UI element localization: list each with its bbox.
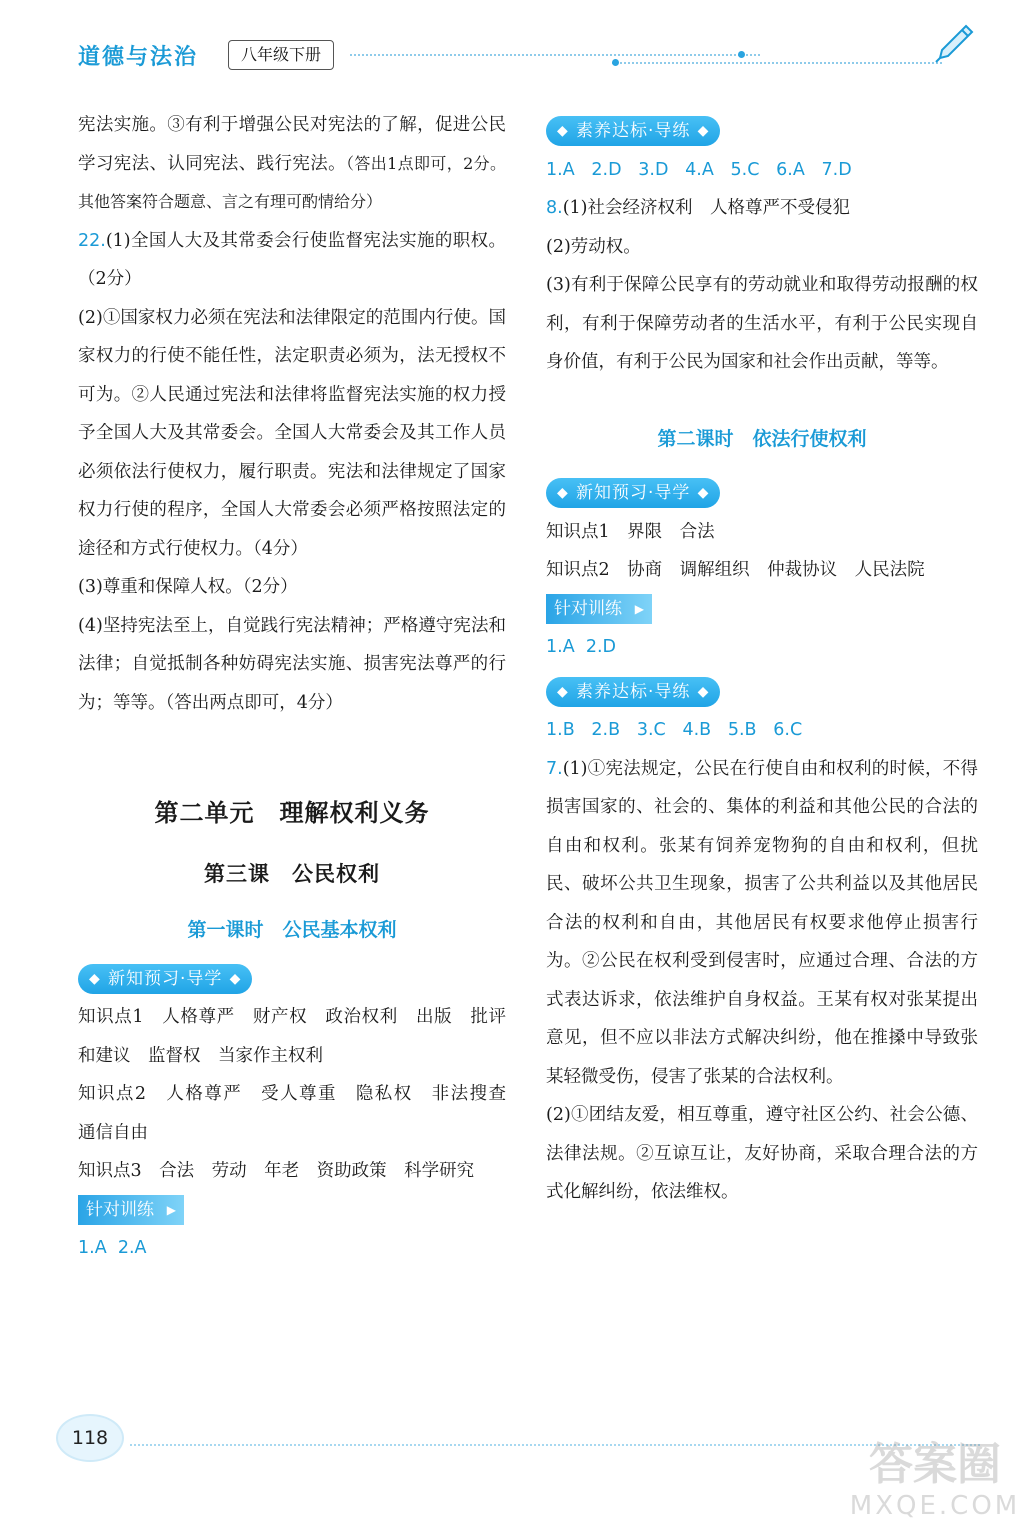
- section-pill-standard: [546, 677, 720, 707]
- answer-item: 4.A: [685, 159, 714, 180]
- header-dot: [612, 59, 619, 66]
- pen-icon: [932, 22, 976, 66]
- watermark-bottom: MXQE.COM: [849, 1491, 1021, 1521]
- answer-note: （答出1点即可，2分。其他答案符合题意、言之有理可酌情给分）: [78, 153, 506, 211]
- left-column: [78, 106, 524, 1268]
- answer-item: 5.C: [730, 159, 760, 180]
- grade-badge: 八年级下册: [228, 40, 334, 70]
- period-title: 第一课时 公民基本权利: [187, 919, 397, 941]
- answer-item: 2.B: [591, 720, 621, 740]
- question-number: 8.: [546, 198, 563, 218]
- diamond-icon: ◆: [557, 683, 569, 700]
- section-label: 素养达标·导练: [576, 681, 691, 702]
- diamond-icon: ◆: [557, 123, 569, 139]
- answer-text: (1)全国人大及其常委会行使监督宪法实施的职权。（2分）: [78, 230, 506, 289]
- question-number: 7.: [546, 758, 563, 779]
- question-7-part1: [546, 750, 978, 1097]
- watermark-top: 答案圈: [869, 1439, 1001, 1490]
- answer-text: (1)社会经济权利 人格尊严不受侵犯: [562, 198, 850, 218]
- period-title: 第二课时 依法行使权利: [657, 427, 867, 450]
- answer-text: 宪法实施。③有利于增强公民对宪法的了解，促进公民学习宪法、认同宪法、践行宪法。: [78, 115, 506, 174]
- knowledge-point-2: 知识点2 协商 调解组织 仲裁协议 人民法院: [546, 560, 925, 580]
- knowledge-point-3: 知识点3 合法 劳动 年老 资助政策 科学研究: [78, 1161, 475, 1181]
- diamond-icon: ◆: [697, 123, 710, 139]
- knowledge-point-2: 知识点2 人格尊严 受人尊重 隐私权 非法搜查 通信自由: [78, 1084, 524, 1143]
- spacer: [78, 722, 506, 794]
- play-arrow-icon: ▶: [634, 601, 644, 616]
- knowledge-point-1: 知识点1 界限 合法: [546, 521, 715, 542]
- question-22-part2: (2)①国家权力必须在宪法和法律限定的范围内行使。国家权力的行使不能任性，法定职责必须为，法无授权不可为。②人民通过宪法和法律将监督宪法实施的权力授予全国人大及其常委会。全国人大常委会及其工作人员必须依法行使权力，履行职责。宪法和法律规定了国家权力行使的程序，全国人大常委会必须严格按照法定的途径和方式行使权力。（4分）: [78, 307, 506, 559]
- spacer: [546, 382, 978, 420]
- watermark: [845, 1440, 1025, 1530]
- diamond-icon: ◆: [697, 683, 710, 700]
- section-label: 新知预习·导学: [576, 483, 691, 503]
- lesson-title: 第三课 公民权利: [204, 861, 380, 886]
- section-label: 针对训练: [86, 1199, 154, 1220]
- answer-item: 2.D: [585, 637, 616, 657]
- question-8-part3: (3)有利于保障公民享有的劳动就业和取得劳动报酬的权利，有利于保障劳动者的生活水平，有利于公民实现自身价值，有利于公民为国家和社会作出贡献，等等。: [546, 275, 978, 372]
- diamond-icon: ◆: [557, 485, 569, 501]
- section-pill-preview: [78, 964, 252, 994]
- spacer: [78, 893, 506, 911]
- answer-item: 4.B: [682, 720, 712, 740]
- section-pill-preview: [546, 478, 720, 508]
- answer-list: [78, 1229, 506, 1268]
- spacer: [78, 833, 506, 855]
- header-dot: [738, 51, 745, 58]
- subject-title: 道德与法治: [78, 45, 199, 70]
- unit-title: 第二单元 理解权利义务: [154, 799, 430, 827]
- question-number: 22.: [78, 230, 106, 251]
- header-divider: [350, 54, 760, 56]
- question-22-part4: (4)坚持宪法至上，自觉践行宪法精神；严格遵守宪法和法律；自觉抵制各种妨碍宪法实施、损害宪法尊严的行为；等等。（答出两点即可，4分）: [78, 615, 506, 713]
- question-8-part2: (2)劳动权。: [546, 236, 641, 257]
- answer-item: 2.D: [591, 159, 622, 180]
- answer-item: 2.A: [117, 1238, 147, 1258]
- question-7-part2: (2)①团结友爱，相互尊重，遵守社区公约、社会公德、法律法规。②互谅互让，友好协商，采取合理合法的方式化解纠纷，依法维权。: [546, 1105, 978, 1202]
- header-divider-lower: [612, 62, 942, 64]
- answer-list: [546, 151, 978, 190]
- question-22-part3: (3)尊重和保障人权。（2分）: [78, 577, 298, 597]
- answer-text: (1)①宪法规定，公民在行使自由和权利的时候，不得损害国家的、社会的、集体的利益和其他公民的合法的自由和权利。张某有饲养宠物狗的自由和权利，但扰民、破坏公共卫生现象，损害了公共利益以及其他居民合法的权利和自由，其他居民有权要求他停止损害行为。②公民在权利受到侵害时，应通过合理、合法的方式表达诉求，依法维护自身权益。王某有权对张某提出意见，但不应以非法方式解决纠纷，他在推搡中导致张某轻微受伤，侵害了张某的合法权利。: [546, 758, 978, 1087]
- answer-item: 1.A: [78, 1238, 107, 1258]
- section-label: 针对训练: [554, 598, 622, 619]
- answer-list: [546, 628, 978, 667]
- answer-item: 1.A: [546, 159, 575, 180]
- answer-item: 1.A: [546, 637, 575, 657]
- section-label: 素养达标·导练: [576, 121, 691, 141]
- question-8-part1: [546, 189, 978, 228]
- right-column: [546, 106, 978, 1212]
- answer-item: 6.A: [776, 159, 805, 180]
- page-number: 118: [56, 1414, 124, 1462]
- answer-paragraph: [78, 106, 506, 222]
- diamond-icon: ◆: [89, 970, 101, 987]
- section-tag-training: [78, 1195, 184, 1225]
- section-pill-standard: [546, 116, 720, 146]
- spacer: [546, 458, 978, 472]
- diamond-icon: ◆: [229, 970, 242, 987]
- play-arrow-icon: ▶: [166, 1202, 176, 1217]
- answer-item: 7.D: [821, 159, 852, 180]
- answer-item: 3.C: [636, 720, 666, 740]
- answer-list: [546, 711, 978, 750]
- answer-item: 5.B: [727, 720, 757, 740]
- section-tag-training: [546, 594, 652, 624]
- diamond-icon: ◆: [697, 485, 710, 501]
- question-22-part1: [78, 222, 506, 299]
- answer-item: 3.D: [638, 159, 669, 180]
- section-label: 新知预习·导学: [108, 968, 223, 989]
- spacer: [78, 950, 506, 958]
- knowledge-point-1: 知识点1 人格尊严 财产权 政治权利 出版 批评和建议 监督权 当家作主权利: [78, 1007, 506, 1066]
- answer-item: 6.C: [773, 720, 803, 740]
- answer-item: 1.B: [546, 720, 575, 740]
